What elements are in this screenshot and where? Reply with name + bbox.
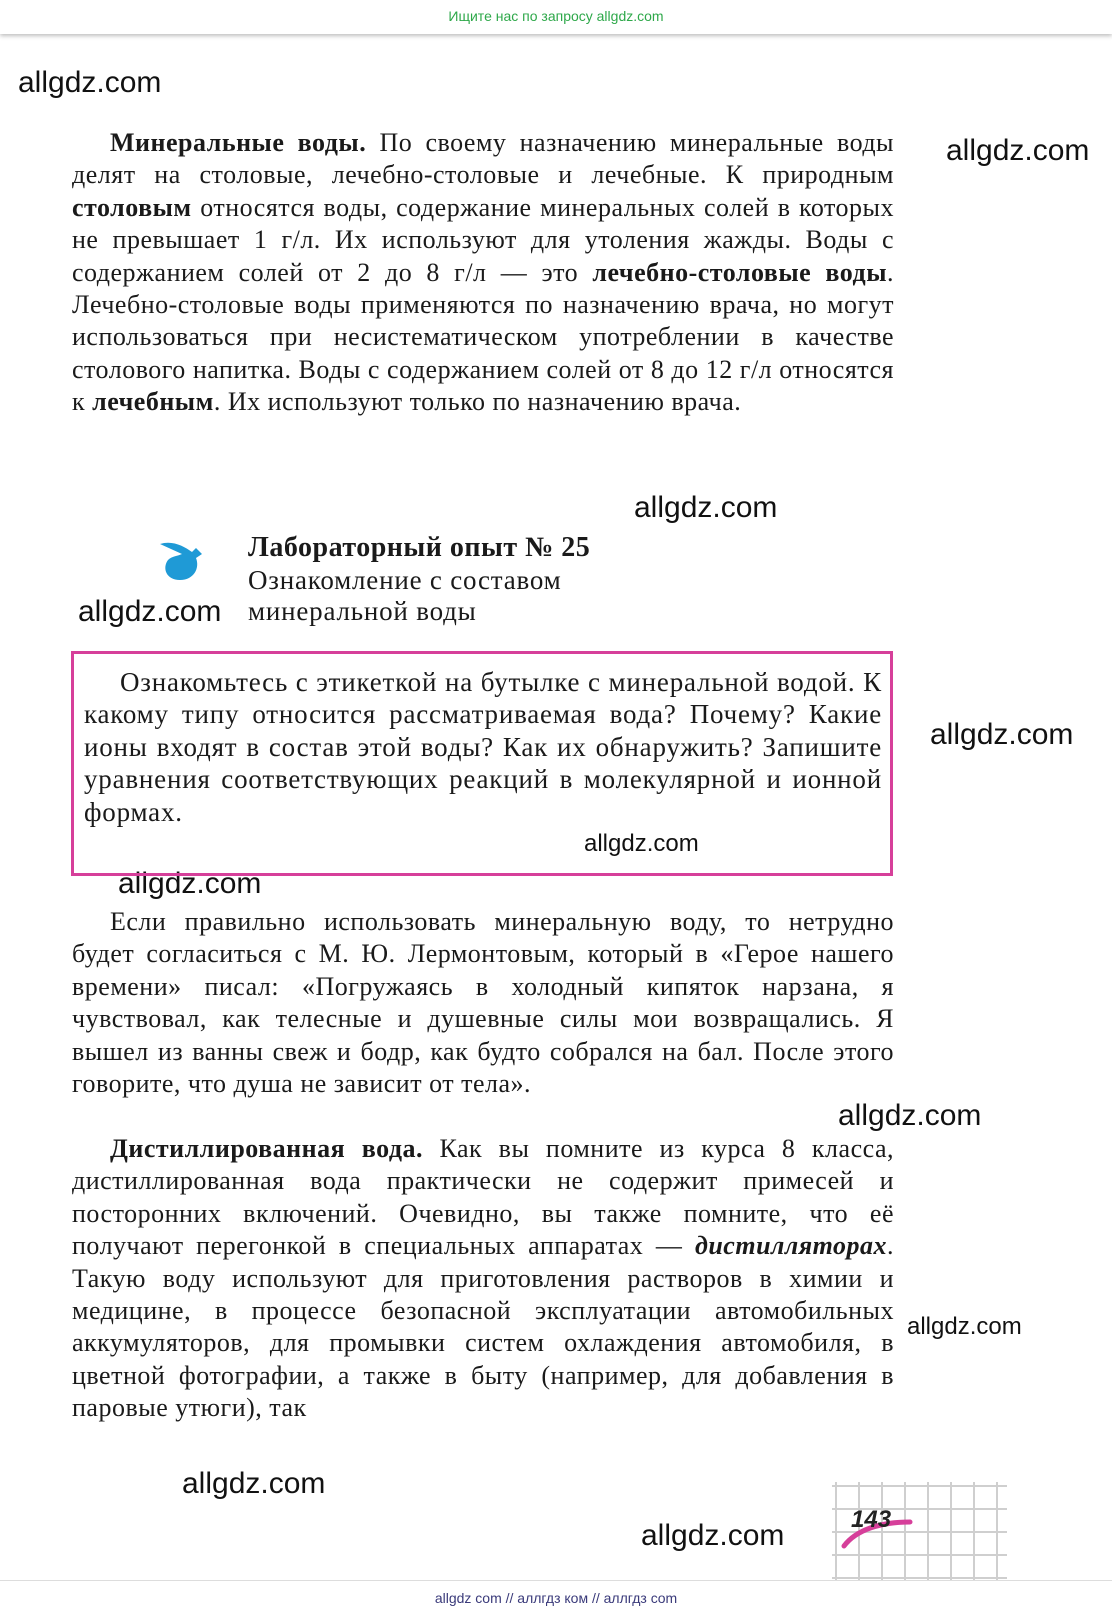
term-distilled-water: Дистиллированная вода. <box>110 1134 423 1163</box>
lab-flask-icon <box>158 538 204 584</box>
watermark: allgdz.com <box>838 1099 982 1132</box>
watermark: allgdz.com <box>118 867 262 900</box>
watermark: allgdz.com <box>641 1519 785 1552</box>
top-search-banner <box>0 0 1112 34</box>
term-table: столовым <box>72 192 192 222</box>
term-medical: лечебным <box>92 387 214 417</box>
footer-text: allgdz com // аллгдз ком // аллгдз com <box>434 1590 678 1606</box>
paragraph-distilled-water <box>72 1133 894 1425</box>
watermark: allgdz.com <box>18 66 162 99</box>
term-mineral-waters: Минеральные воды. <box>110 128 367 157</box>
term-distillers: дистилляторах <box>694 1231 887 1261</box>
term-medical-table: лечебно-столовые воды <box>592 257 887 287</box>
paragraph-lermontov-quote: Если правильно использовать минеральную воду, то нетрудно будет согласиться с М. Ю. Лермонтовым, который в «Герое нашего времени» писал: «Погружаясь в холодный кипяток нарзана, я чувствовал, как телесные и душевные силы мои возвращались. Я вышел из ванны свеж и бодр, как будто собрался на бал. После этого говорите, что душа не зависит от тела». <box>72 907 894 1099</box>
text-segment: Как вы помните из курса 8 класса, дистиллированная вода практически не содержит примесей и посторонних включений. Очевидно, вы также помните, что её получают перегонкой в специальных аппаратах — <box>72 1134 895 1261</box>
lab-subtitle-line: Ознакомление с составом <box>248 565 562 595</box>
watermark: allgdz.com <box>634 491 778 524</box>
footer-banner <box>0 1580 1112 1615</box>
lab-experiment-subtitle <box>248 565 848 627</box>
watermark: allgdz.com <box>930 718 1074 751</box>
search-hint-text: Ищите нас по запросу allgdz.com <box>448 8 664 24</box>
text-segment: . Такую воду используют для приготовления растворов в химии и медицине, в процессе безопасной эксплуатации автомобильных аккумуляторов, для промывки систем охлаждения автомобиля, в цветной фотографии, а также в быту (например, для добавления в паровые утюги), так <box>72 1231 894 1423</box>
watermark: allgdz.com <box>907 1313 1022 1340</box>
text-segment: . Лечебно-столовые воды применяются по назначению врача, но могут использоваться при несистематическом употреблении в качестве столового напитка. Воды с содержанием солей от 8 до 12 г/л относятся к <box>72 257 894 417</box>
lab-experiment-title: Лабораторный опыт № 25 <box>248 532 591 563</box>
paragraph-mineral-waters <box>72 127 894 419</box>
text-segment: По своему назначению минеральные воды делят на столовые, лечебно-столовые и лечебные. К природным <box>72 128 895 190</box>
watermark: allgdz.com <box>78 595 222 628</box>
text-segment: относятся воды, содержание минеральных солей в которых не превышает 1 г/л. Их используют для утоления жажды. Воды с содержанием солей от 2 до 8 г/л — это <box>72 192 894 287</box>
page-number: 143 <box>851 1506 892 1533</box>
watermark: allgdz.com <box>584 830 699 857</box>
lab-subtitle-line: минеральной воды <box>248 596 477 626</box>
watermark: allgdz.com <box>182 1467 326 1500</box>
lab-task-text: Ознакомьтесь с этикеткой на бутылке с минеральной водой. К какому типу относится рассматриваемая вода? Почему? Какие ионы входят в состав этой воды? Как их обнаружить? Запишите уравнения соответствующих реакций в молекулярной и ионной формах. <box>84 667 882 827</box>
text-segment: . Их используют только по назначению врача. <box>213 387 742 417</box>
watermark: allgdz.com <box>946 134 1090 167</box>
